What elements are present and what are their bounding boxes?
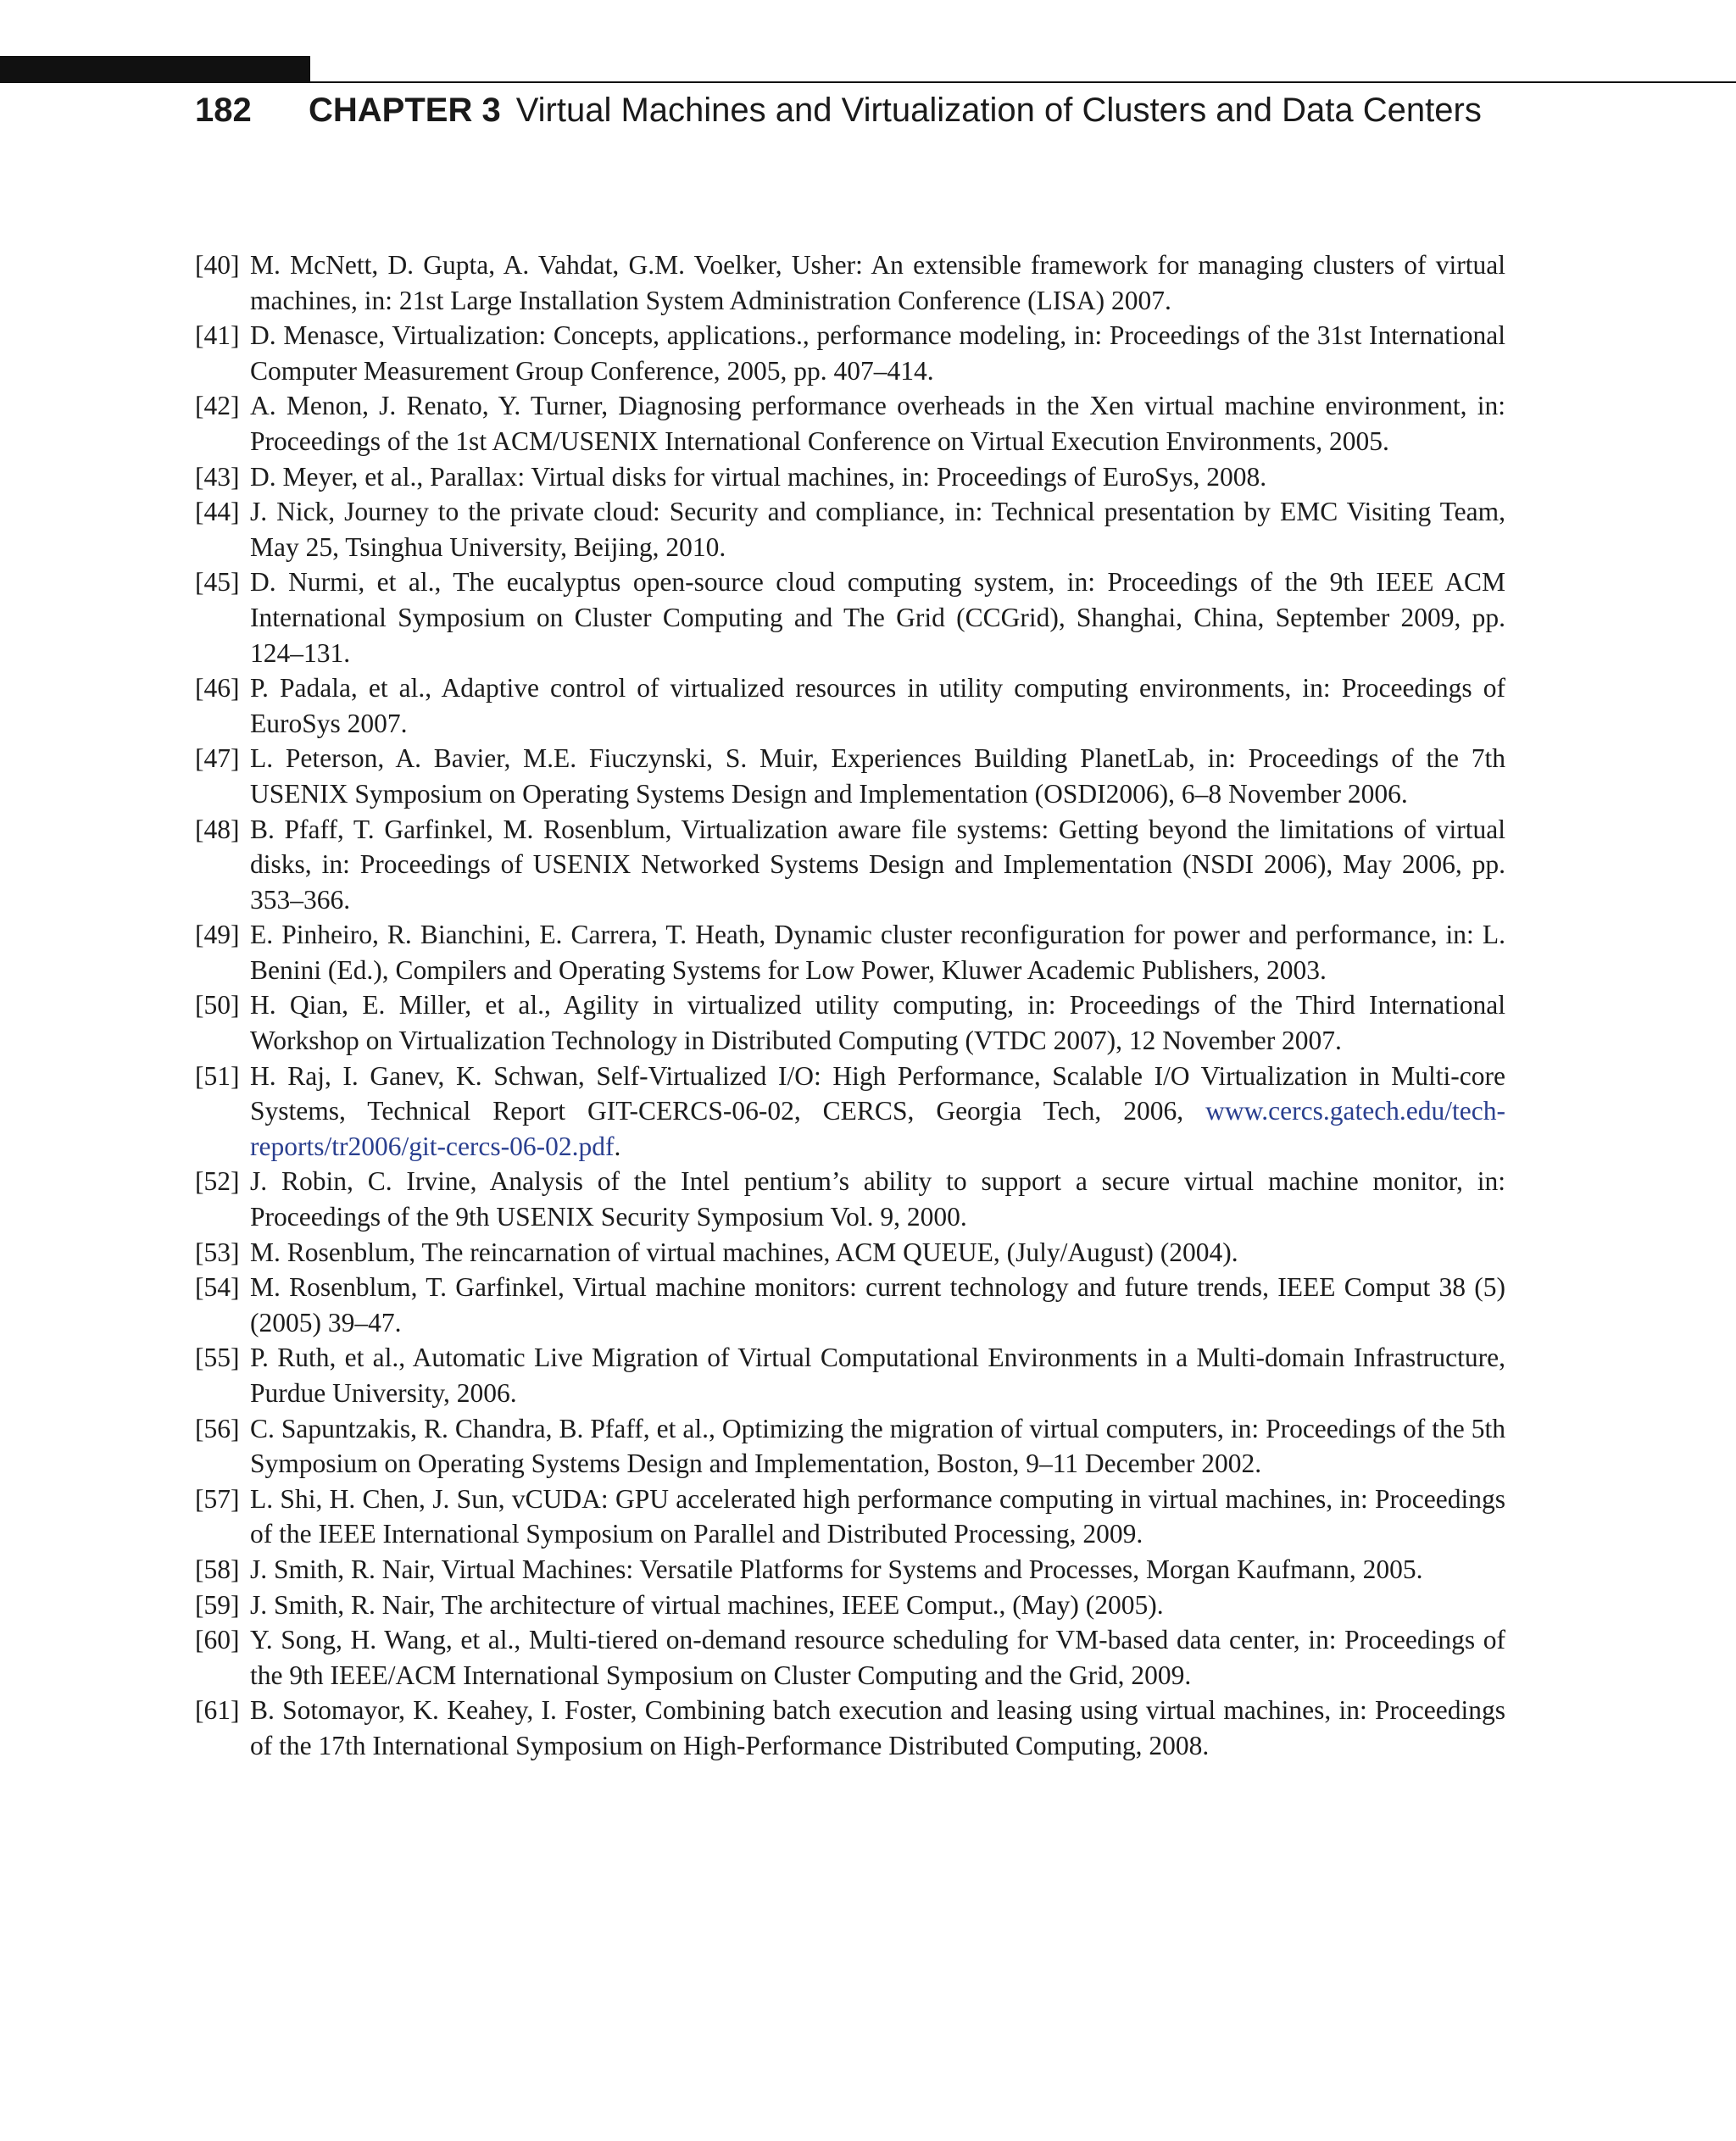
- reference-text: P. Ruth, et al., Automatic Live Migration of Virtual Computational Environments in a Multi-domain Infrastructure, Purdue University, 2006.: [250, 1343, 1505, 1408]
- reference-text: M. McNett, D. Gupta, A. Vahdat, G.M. Voelker, Usher: An extensible framework for managing clusters of virtual machines, in: 21st Large Installation System Administration Conference (LISA) 2007.: [250, 250, 1505, 315]
- reference-number: [41]: [195, 320, 240, 351]
- reference-text: Y. Song, H. Wang, et al., Multi-tiered on-demand resource scheduling for VM-based data center, in: Proceedings of the 9th IEEE/ACM International Symposium on Cluster Computing and the Grid, 2009.: [250, 1625, 1505, 1690]
- reference-text: L. Shi, H. Chen, J. Sun, vCUDA: GPU accelerated high performance computing in virtual machines, in: Proceedings of the IEEE International Symposium on Parallel and Distributed Processing, 2009.: [250, 1483, 1505, 1549]
- reference-text: H. Qian, E. Miller, et al., Agility in virtualized utility computing, in: Proceedings of the Third International Workshop on Virtualization Technology in Distributed Computing (VTDC 2007), 12 November 2007.: [250, 990, 1505, 1056]
- reference-item: [195, 1235, 1505, 1271]
- reference-item: [195, 741, 1505, 811]
- reference-number: [49]: [195, 920, 240, 950]
- reference-text: J. Nick, Journey to the private cloud: Security and compliance, in: Technical presentation by EMC Visiting Team, May 25, Tsinghua University, Beijing, 2010.: [250, 497, 1505, 562]
- reference-number: [44]: [195, 497, 240, 527]
- reference-number: [54]: [195, 1272, 240, 1303]
- reference-number: [51]: [195, 1060, 240, 1091]
- reference-text: J. Smith, R. Nair, The architecture of virtual machines, IEEE Comput., (May) (2005).: [250, 1589, 1164, 1620]
- reference-number: [42]: [195, 391, 240, 421]
- reference-number: [43]: [195, 461, 240, 492]
- reference-item: [195, 1622, 1505, 1693]
- reference-link[interactable]: www.cercs.gatech.edu/tech-reports/tr2006/git-cercs-06-02.pdf: [250, 1096, 1505, 1161]
- reference-item: [195, 1340, 1505, 1410]
- reference-item: [195, 388, 1505, 459]
- page-number: 182: [195, 92, 252, 129]
- reference-item: [195, 459, 1505, 495]
- reference-list: [195, 247, 1505, 1764]
- reference-item: [195, 1552, 1505, 1588]
- reference-text: D. Nurmi, et al., The eucalyptus open-source cloud computing system, in: Proceedings of the 9th IEEE ACM International Symposium on Cluster Computing and The Grid (CCGrid), Shanghai, China, September 2009, pp. 124–131.: [250, 567, 1505, 668]
- reference-item: [195, 318, 1505, 388]
- chapter-label: CHAPTER 3: [309, 92, 501, 129]
- reference-number: [47]: [195, 743, 240, 774]
- reference-item: [195, 1482, 1505, 1552]
- reference-text: H. Raj, I. Ganev, K. Schwan, Self-Virtualized I/O: High Performance, Scalable I/O Virtualization in Multi-core Systems, Technical Report GIT-CERCS-06-02, CERCS, Georgia Tech, 2006,: [250, 1060, 1505, 1126]
- reference-text: J. Robin, C. Irvine, Analysis of the Intel pentium’s ability to support a secure virtual machine monitor, in: Proceedings of the 9th USENIX Security Symposium Vol. 9, 2000.: [250, 1166, 1505, 1232]
- reference-item: [195, 1693, 1505, 1763]
- reference-text: M. Rosenblum, The reincarnation of virtual machines, ACM QUEUE, (July/August) (2004).: [250, 1237, 1238, 1267]
- reference-number: [46]: [195, 673, 240, 703]
- reference-item: [195, 1270, 1505, 1340]
- header-rule: [310, 81, 1736, 83]
- reference-item: [195, 1411, 1505, 1482]
- reference-text: C. Sapuntzakis, R. Chandra, B. Pfaff, et al., Optimizing the migration of virtual computers, in: Proceedings of the 5th Symposium on Operating Systems Design and Implementation, Boston, 9–11 December 2002.: [250, 1413, 1505, 1479]
- reference-number: [59]: [195, 1589, 240, 1620]
- reference-text: L. Peterson, A. Bavier, M.E. Fiuczynski, S. Muir, Experiences Building PlanetLab, in: Proceedings of the 7th USENIX Symposium on Operating Systems Design and Implementation (OSDI2006), 6–8 November 2006.: [250, 743, 1505, 809]
- reference-number: [56]: [195, 1413, 240, 1443]
- reference-number: [60]: [195, 1625, 240, 1655]
- reference-number: [48]: [195, 814, 240, 844]
- reference-number: [61]: [195, 1695, 240, 1726]
- reference-item: [195, 1588, 1505, 1623]
- reference-text: P. Padala, et al., Adaptive control of virtualized resources in utility computing environments, in: Proceedings of EuroSys 2007.: [250, 673, 1505, 738]
- reference-item: [195, 987, 1505, 1058]
- reference-item: [195, 812, 1505, 918]
- reference-text: D. Menasce, Virtualization: Concepts, applications., performance modeling, in: Proceedings of the 31st International Computer Measurement Group Conference, 2005, pp. 407–414.: [250, 320, 1505, 386]
- header-black-bar: [0, 56, 310, 83]
- reference-number: [58]: [195, 1554, 240, 1584]
- reference-text: A. Menon, J. Renato, Y. Turner, Diagnosing performance overheads in the Xen virtual machine environment, in: Proceedings of the 1st ACM/USENIX International Conference on Virtual Execution Environments, 2005.: [250, 391, 1505, 456]
- reference-number: [45]: [195, 567, 240, 598]
- reference-text: M. Rosenblum, T. Garfinkel, Virtual machine monitors: current technology and future trends, IEEE Comput 38 (5) (2005) 39–47.: [250, 1272, 1505, 1337]
- reference-number: [40]: [195, 250, 240, 280]
- reference-number: [53]: [195, 1237, 240, 1267]
- running-head: [195, 92, 1482, 142]
- reference-item: [195, 670, 1505, 741]
- reference-number: [55]: [195, 1343, 240, 1373]
- reference-number: [52]: [195, 1166, 240, 1197]
- reference-text-end: .: [614, 1131, 621, 1161]
- reference-item: [195, 1059, 1505, 1165]
- reference-item: [195, 494, 1505, 564]
- reference-text: E. Pinheiro, R. Bianchini, E. Carrera, T. Heath, Dynamic cluster reconfiguration for power and performance, in: L. Benini (Ed.), Compilers and Operating Systems for Low Power, Kluwer Academic Publishers, 2003.: [250, 920, 1505, 985]
- chapter-title: Virtual Machines and Virtualization of Clusters and Data Centers: [515, 92, 1482, 129]
- reference-item: [195, 564, 1505, 670]
- reference-number: [57]: [195, 1483, 240, 1514]
- reference-number: [50]: [195, 990, 240, 1020]
- reference-text: B. Pfaff, T. Garfinkel, M. Rosenblum, Virtualization aware file systems: Getting beyond the limitations of virtual disks, in: Proceedings of USENIX Networked Systems Design and Implementation (NSDI 2006), May 2006, pp. 353–366.: [250, 814, 1505, 915]
- reference-text: J. Smith, R. Nair, Virtual Machines: Versatile Platforms for Systems and Processes, Morgan Kaufmann, 2005.: [250, 1554, 1423, 1584]
- reference-item: [195, 1164, 1505, 1234]
- reference-text: B. Sotomayor, K. Keahey, I. Foster, Combining batch execution and leasing using virtual machines, in: Proceedings of the 17th International Symposium on High-Performance Distributed Computing, 2008.: [250, 1695, 1505, 1760]
- reference-item: [195, 917, 1505, 987]
- reference-text: D. Meyer, et al., Parallax: Virtual disks for virtual machines, in: Proceedings of EuroSys, 2008.: [250, 461, 1267, 492]
- reference-item: [195, 247, 1505, 318]
